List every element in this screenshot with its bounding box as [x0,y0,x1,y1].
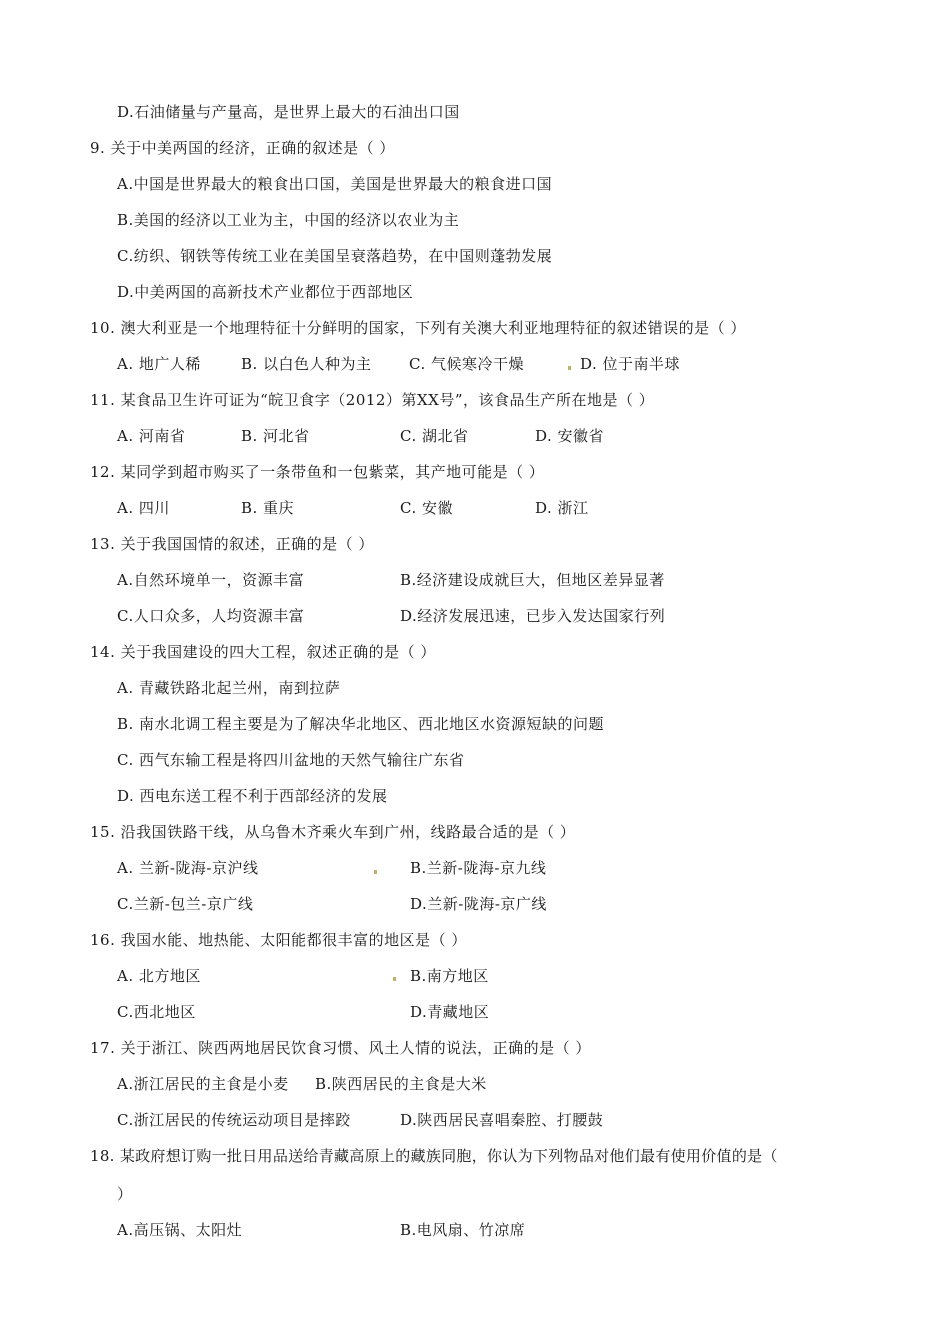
q10-option-c: C. 气候寒冷干燥 [409,355,524,373]
q15-option-c: C.兰新-包兰-京广线 [117,895,254,913]
q11-stem: 11. 某食品卫生许可证为“皖卫食字（2012）第XX号”，该食品生产所在地是（ ） [90,391,655,409]
q9-option-c: C.纺织、钢铁等传统工业在美国呈衰落趋势，在中国则蓬勃发展 [117,247,553,265]
q18-option-a: A.高压锅、太阳灶 [117,1221,243,1239]
q17-option-a: A.浙江居民的主食是小麦 [117,1075,289,1093]
q18-stem-continuation: ） [117,1185,133,1203]
q8-option-d: D.石油储量与产量高，是世界上最大的石油出口国 [117,103,460,121]
q10-option-b: B. 以白色人种为主 [241,355,372,373]
q18-stem: 18. 某政府想订购一批日用品送给青藏高原上的藏族同胞，你认为下列物品对他们最有使用价值的是（ [90,1147,778,1165]
q11-option-d: D. 安徽省 [535,427,605,445]
q12-stem: 12. 某同学到超市购买了一条带鱼和一包紫菜，其产地可能是（ ） [90,463,545,481]
q16-option-d: D.青藏地区 [410,1003,490,1021]
q12-option-d: D. 浙江 [535,499,589,517]
q14-option-d: D. 西电东送工程不利于西部经济的发展 [117,787,388,805]
q17-option-d: D.陕西居民喜唱秦腔、打腰鼓 [400,1111,604,1129]
q11-option-c: C. 湖北省 [400,427,469,445]
q14-option-b: B. 南水北调工程主要是为了解决华北地区、西北地区水资源短缺的问题 [117,715,605,733]
q15-stem: 15. 沿我国铁路干线，从乌鲁木齐乘火车到广州，线路最合适的是（ ） [90,823,576,841]
q9-option-a: A.中国是世界最大的粮食出口国，美国是世界最大的粮食进口国 [117,175,553,193]
q17-option-b: B.陕西居民的主食是大米 [315,1075,487,1093]
q13-stem: 13. 关于我国国情的叙述，正确的是（ ） [90,535,374,553]
q17-option-c: C.浙江居民的传统运动项目是摔跤 [117,1111,351,1129]
q16-option-b: B.南方地区 [410,967,489,985]
q17-stem: 17. 关于浙江、陕西两地居民饮食习惯、风土人情的说法，正确的是（ ） [90,1039,591,1057]
stray-dot-mark [393,977,396,981]
q14-stem: 14. 关于我国建设的四大工程，叙述正确的是（ ） [90,643,436,661]
q15-option-d: D.兰新-陇海-京广线 [410,895,547,913]
q13-option-d: D.经济发展迅速，已步入发达国家行列 [400,607,666,625]
q12-option-c: C. 安徽 [400,499,453,517]
q9-option-d: D.中美两国的高新技术产业都位于西部地区 [117,283,414,301]
stray-dot-mark [568,366,571,370]
q10-stem: 10. 澳大利亚是一个地理特征十分鲜明的国家，下列有关澳大利亚地理特征的叙述错误的是（ ） [90,319,746,337]
q14-option-a: A. 青藏铁路北起兰州，南到拉萨 [117,679,341,697]
q11-option-a: A. 河南省 [117,427,186,445]
q18-option-b: B.电风扇、竹凉席 [400,1221,526,1239]
q16-option-c: C.西北地区 [117,1003,196,1021]
q15-option-a: A. 兰新-陇海-京沪线 [117,859,259,877]
q10-option-a: A. 地广人稀 [117,355,201,373]
q9-stem: 9. 关于中美两国的经济，正确的叙述是（ ） [90,139,395,157]
q12-option-b: B. 重庆 [241,499,295,517]
q13-option-b: B.经济建设成就巨大，但地区差异显著 [400,571,665,589]
q10-option-d: D. 位于南半球 [580,355,681,373]
q12-option-a: A. 四川 [117,499,170,517]
q13-option-a: A.自然环境单一，资源丰富 [117,571,305,589]
q16-option-a: A. 北方地区 [117,967,201,985]
q16-stem: 16. 我国水能、地热能、太阳能都很丰富的地区是（ ） [90,931,467,949]
q15-option-b: B.兰新-陇海-京九线 [410,859,547,877]
q9-option-b: B.美国的经济以工业为主，中国的经济以农业为主 [117,211,460,229]
q13-option-c: C.人口众多，人均资源丰富 [117,607,305,625]
q11-option-b: B. 河北省 [241,427,310,445]
stray-dot-mark [374,870,377,874]
q14-option-c: C. 西气东输工程是将四川盆地的天然气输往广东省 [117,751,465,769]
